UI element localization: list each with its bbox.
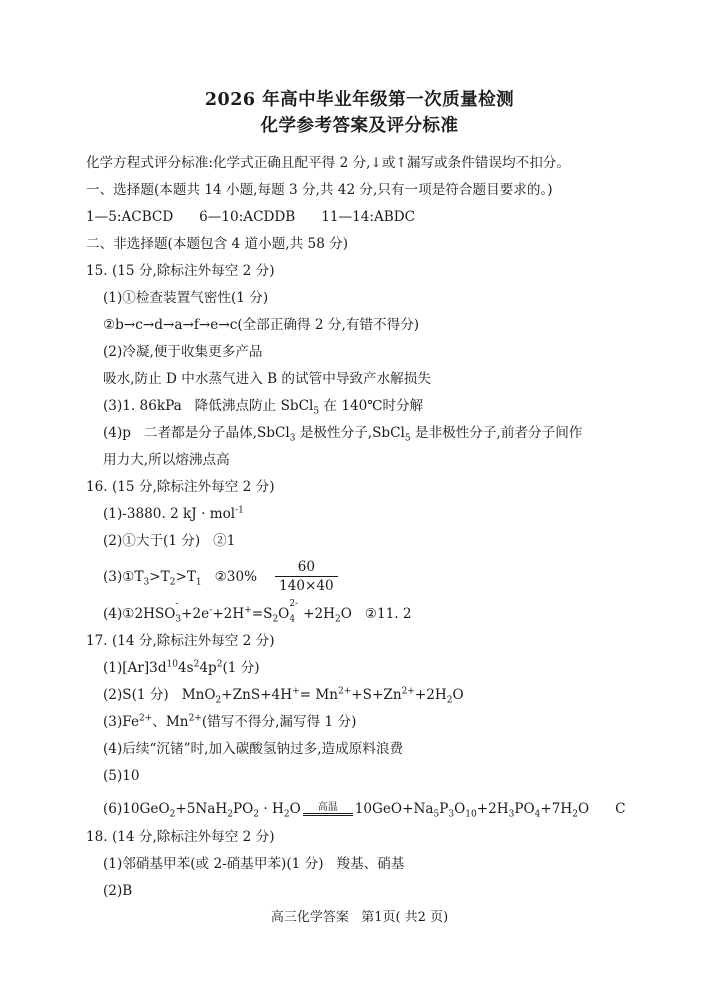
q15-answer-4a: (4)p 二者都是分子晶体,SbCl$_3$ 是极性分子,SbCl$_5$ 是非极性分子,前者分子间作 — [103, 425, 583, 444]
q17-answer-3: $(3)Fe^{2+}$、$Mn^{2+}$(错写不得分,漏写得 1 分) — [103, 713, 357, 730]
question-18-heading: 18. (14 分,除标注外每空 2 分) — [86, 829, 275, 845]
section-heading-nonchoice: 二、非选择题(本题包含 4 道小题,共 58 分) — [86, 236, 349, 252]
q17-answer-2: (2)S(1 分) $MnO_2+ZnS+4H^+= Mn^{2+}+S+Zn^{2+}+2H_2O$ — [103, 686, 464, 706]
question-17-heading: 17. (14 分,除标注外每空 2 分) — [86, 633, 275, 649]
q15-answer-1a: (1)①检查装置气密性(1 分) — [103, 290, 269, 306]
scoring-rule: 化学方程式评分标准:化学式正确且配平得 2 分,↓或↑漏写或条件错误均不扣分。 — [86, 155, 570, 171]
q15-answer-3: (3)1. 86kPa 降低沸点防止 SbCl$_5$ 在 140℃时分解 — [103, 398, 424, 417]
fraction: $\frac{60}{140\times 40}$ — [275, 558, 338, 595]
q15-answer-2b: 吸水,防止 D 中水蒸气进入 B 的试管中导致产水解损失 — [103, 371, 431, 387]
reaction-condition: 高温 — [303, 803, 353, 816]
question-16-heading: 16. (15 分,除标注外每空 2 分) — [86, 479, 275, 495]
q15-answer-2a: (2)冷凝,便于收集更多产品 — [103, 344, 263, 360]
q17-answer-1: $(1)[Ar]3d^{10}4s^24p^2(1$ 分) — [103, 659, 260, 676]
document-title: 2026 年高中毕业年级第一次质量检测 — [204, 90, 515, 110]
q17-answer-4: (4)后续“沉锗”时,加入碳酸氢钠过多,造成原料浪费 — [103, 741, 404, 757]
q15-answer-4b: 用力大,所以熔沸点高 — [103, 452, 230, 468]
choice-answers: 1—5:ACBCD 6—10:ACDDB 11—14:ABDC — [86, 209, 416, 225]
page-footer: 高三化学答案 第1页( 共2 页) — [270, 910, 449, 925]
q16-answer-3: $(3)①T_3>T_2>T_1$ ②30% $\frac{60}{140\times 40}$ — [103, 558, 338, 595]
document-subtitle: 化学参考答案及评分标准 — [260, 116, 459, 136]
q18-answer-1: (1)邻硝基甲苯(或 2-硝基甲苯)(1 分) 羧基、硝基 — [103, 856, 405, 872]
question-15-heading: 15. (15 分,除标注外每空 2 分) — [86, 263, 275, 279]
q16-answer-4: $(4)①2HSO_3$ - $+2e^-+2H^+=S_2O_4$ 2- $+2H_2O$ ②11. 2 — [103, 599, 412, 625]
q16-answer-1: (1)-3880. 2 kJ · mol$^{-1}$ — [103, 505, 244, 522]
q18-answer-2: (2)B — [103, 883, 133, 899]
section-heading-choice: 一、选择题(本题共 14 小题,每题 3 分,共 42 分,只有一项是符合题目要求的。) — [86, 182, 553, 198]
q17-answer-6: $(6)10GeO_2+5NaH_2PO_2 \cdot H_2O$ 高温 $10GeO+Na_5P_3O_{10}+2H_3PO_4+7H_2O$ C — [103, 801, 626, 820]
q16-answer-2: (2)①大于(1 分) ②1 — [103, 533, 236, 549]
q15-answer-1b: ②b→c→d→a→f→e→c(全部正确得 2 分,有错不得分) — [103, 317, 420, 333]
q17-answer-5: (5)10 — [103, 768, 140, 784]
